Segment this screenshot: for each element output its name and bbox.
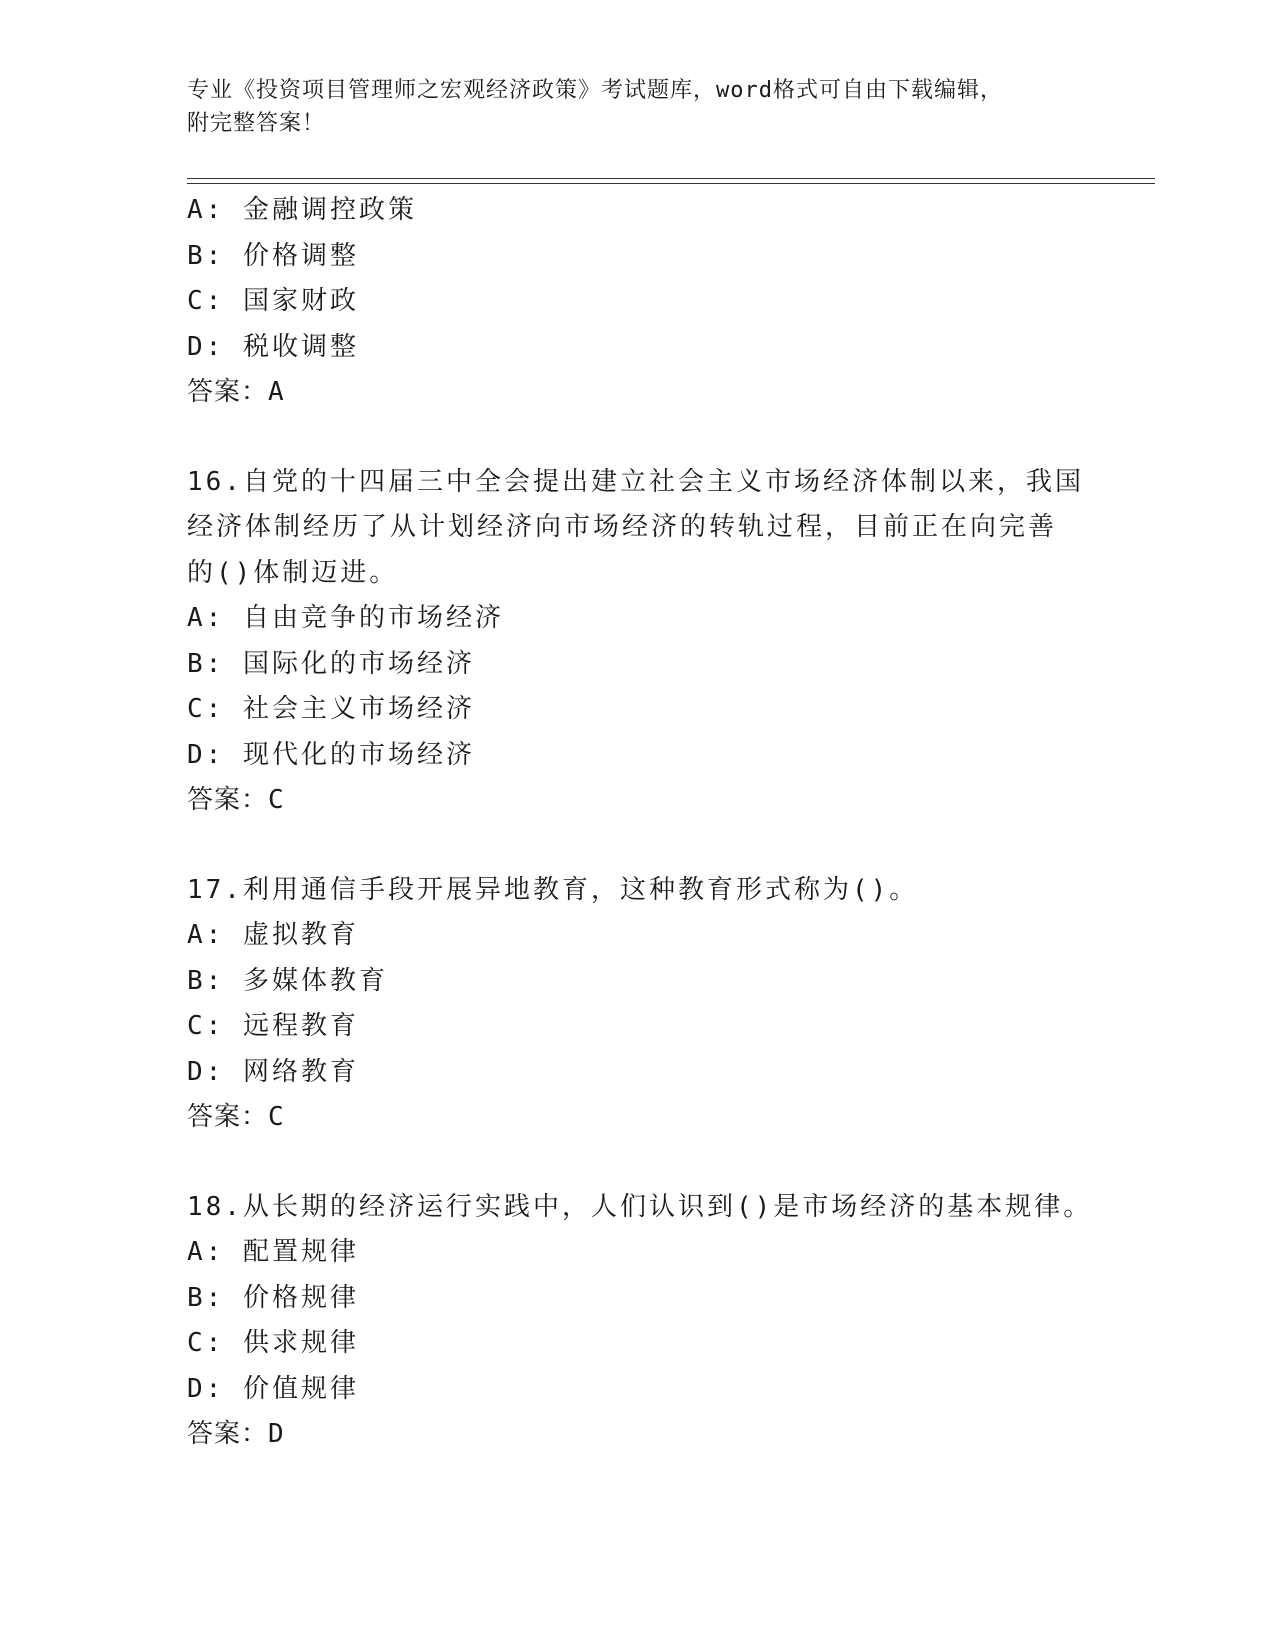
answer-line: 答案：D [187, 1419, 285, 1449]
option-c: C: 社会主义市场经济 [187, 694, 475, 724]
answer-line: 答案：C [187, 1102, 285, 1132]
option-a: A: 自由竞争的市场经济 [187, 603, 504, 633]
option-d: D: 网络教育 [187, 1056, 359, 1087]
header-line-2: 附完整答案！ [187, 111, 326, 136]
document-header [187, 74, 1087, 140]
question-stem: 经济体制经历了从计划经济向市场经济的转轨过程，目前正在向完善 [187, 512, 1058, 542]
option-c: C: 远程教育 [187, 1011, 359, 1041]
option-b: B: 价格调整 [187, 240, 359, 271]
header-divider [187, 178, 1155, 184]
question-stem: 的()体制迈进。 [187, 557, 399, 588]
option-b: B: 价格规律 [187, 1282, 359, 1313]
answer-line: 答案：A [187, 377, 285, 407]
option-c: C: 供求规律 [187, 1328, 359, 1358]
option-b: B: 多媒体教育 [187, 965, 388, 996]
question-stem: 18.从长期的经济运行实践中，人们认识到()是市场经济的基本规律。 [187, 1191, 1093, 1222]
question-block-16 [187, 460, 1087, 824]
option-b: B: 国际化的市场经济 [187, 648, 475, 679]
question-block-17 [187, 868, 1087, 1141]
option-d: D: 税收调整 [187, 331, 359, 362]
option-d: D: 价值规律 [187, 1373, 359, 1404]
header-line-1: 专业《投资项目管理师之宏观经济政策》考试题库，word格式可自由下载编辑， [187, 78, 1003, 103]
question-block-partial [187, 188, 1087, 416]
question-stem: 17.利用通信手段开展异地教育，这种教育形式称为()。 [187, 874, 919, 905]
option-a: A: 配置规律 [187, 1237, 359, 1267]
question-block-18 [187, 1185, 1093, 1458]
question-stem: 16.自党的十四届三中全会提出建立社会主义市场经济体制以来，我国 [187, 466, 1084, 497]
answer-line: 答案：C [187, 785, 285, 815]
question-list [187, 188, 1093, 1458]
option-c: C: 国家财政 [187, 286, 359, 316]
option-d: D: 现代化的市场经济 [187, 739, 475, 770]
option-a: A: 金融调控政策 [187, 195, 417, 225]
option-a: A: 虚拟教育 [187, 920, 359, 950]
